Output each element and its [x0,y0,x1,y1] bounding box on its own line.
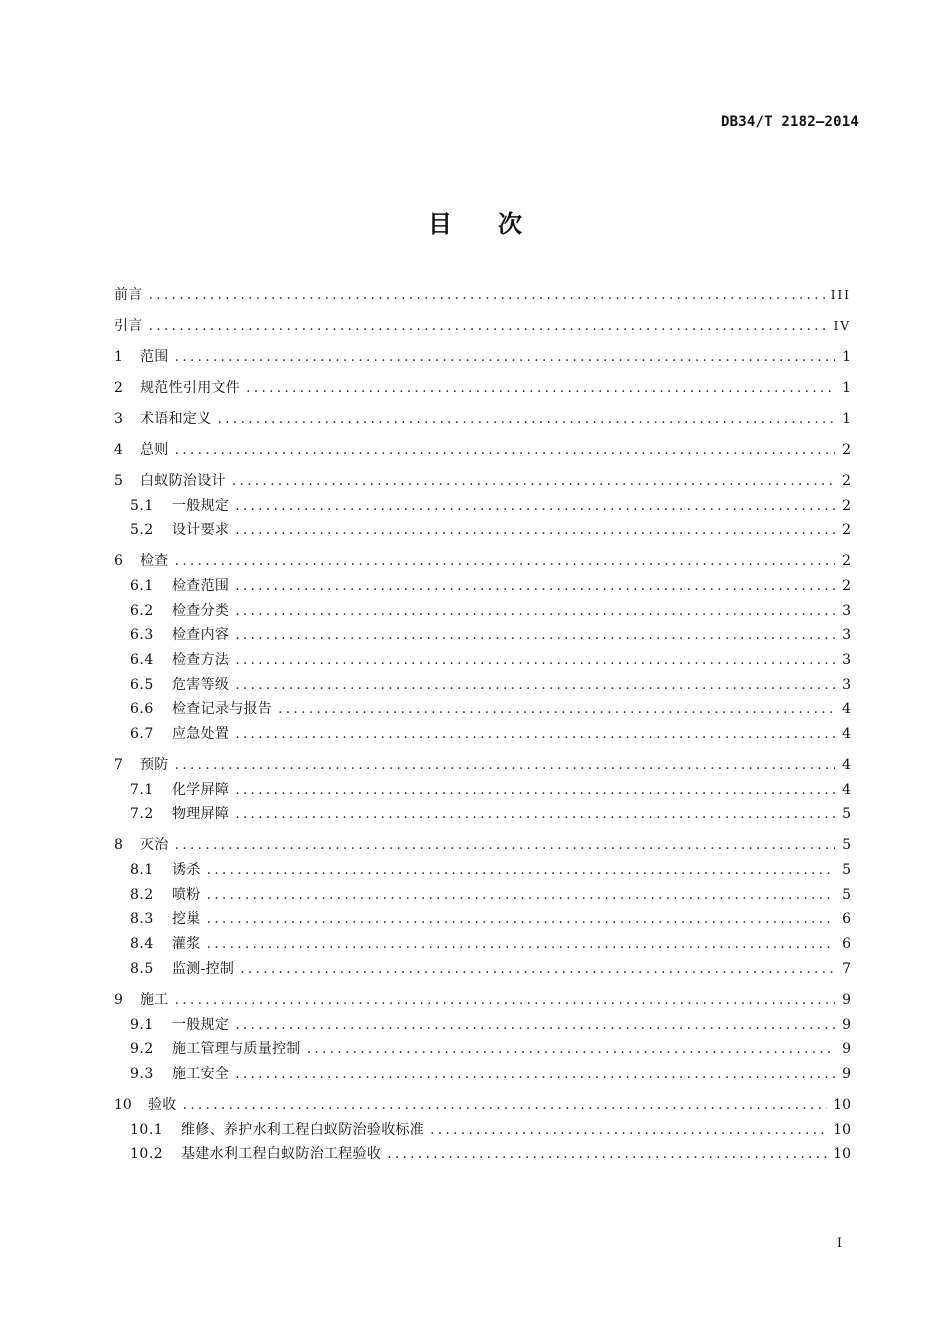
toc-entry[interactable] [114,346,851,371]
toc-entry-page: 3 [842,652,851,669]
toc-entry-page: 9 [842,1016,851,1033]
toc-leader-dots [235,498,835,514]
toc-leader-dots [149,318,828,334]
toc-entry-number: 6.5 [130,676,154,693]
toc-leader-dots [235,726,835,742]
toc-entry-label: 规范性引用文件 [140,379,241,396]
toc-entry-label: 施工安全 [172,1065,230,1082]
toc-entry-label: 总则 [140,441,169,458]
toc-leader-dots [175,837,835,853]
toc-entry-page: 2 [842,497,851,514]
toc-entry-number: 10.2 [130,1146,164,1163]
toc-entry[interactable] [114,754,851,779]
toc-entry-number: 8 [114,837,123,854]
toc-leader-dots [235,652,835,668]
toc-leader-dots [235,782,835,798]
toc-entry-label: 范围 [140,348,169,365]
toc-entry-label: 施工 [140,991,169,1008]
toc-entry-number: 8.3 [130,911,154,928]
toc-entry[interactable] [114,624,851,649]
toc-entry[interactable] [114,470,851,495]
toc-entry-number: 6.1 [130,577,154,594]
toc-entry[interactable] [114,1014,851,1039]
toc-entry-page: 2 [842,577,851,594]
toc-entry-page: 5 [842,862,851,879]
toc-leader-dots [235,603,835,619]
toc-entry-number: 6.3 [130,627,154,644]
toc-entry-page: 4 [842,701,851,718]
toc-entry[interactable] [114,439,851,464]
toc-entry[interactable] [114,284,851,309]
toc-entry-number: 3 [114,410,123,427]
toc-entry-page: 1 [842,348,851,365]
toc-entry-page: 6 [842,936,851,953]
toc-leader-dots [207,911,835,927]
toc-leader-dots [387,1146,827,1162]
toc-leader-dots [235,627,835,643]
toc-leader-dots [183,1097,828,1113]
toc-leader-dots [240,961,835,977]
toc-entry-page: 5 [842,806,851,823]
toc-entry-page: 4 [842,726,851,743]
toc-entry[interactable] [114,495,851,520]
toc-entry-number: 7 [114,757,123,774]
toc-entry-number: 5.1 [130,497,154,514]
toc-entry-page: 2 [842,522,851,539]
toc-entry-label: 危害等级 [172,676,230,693]
toc-entry-number: 10 [114,1096,132,1113]
toc-entry[interactable] [114,575,851,600]
toc-leader-dots [207,862,835,878]
toc-entry-number: 9 [114,991,123,1008]
toc-entry[interactable] [114,519,851,544]
toc-entry-number: 8.1 [130,862,154,879]
toc-entry-number: 10.1 [130,1121,164,1138]
toc-entry-label: 设计要求 [172,522,230,539]
toc-leader-dots [149,287,825,303]
toc-entry-page: 9 [842,1065,851,1082]
toc-entry[interactable] [114,1038,851,1063]
toc-entry-number: 6.6 [130,701,154,718]
toc-entry[interactable] [114,859,851,884]
toc-entry[interactable] [114,377,851,402]
toc-entry-label: 诱杀 [172,862,201,879]
page-title: 目次 [428,210,568,238]
toc-entry[interactable] [114,1143,851,1168]
document-code: DB34/T 2182—2014 [720,114,859,130]
toc-leader-dots [175,757,835,773]
toc-entry[interactable] [114,803,851,828]
toc-entry-number: 6.7 [130,726,154,743]
toc-entry-label: 引言 [114,317,143,334]
toc-entry-number: 5.2 [130,522,154,539]
toc-entry-page: IV [833,318,851,333]
table-of-contents [114,284,851,1168]
toc-leader-dots [218,411,836,427]
toc-entry-label: 一般规定 [172,497,230,514]
toc-leader-dots [207,936,835,952]
toc-entry-number: 7.1 [130,781,154,798]
toc-entry-page: 5 [842,886,851,903]
toc-entry-label: 验收 [148,1096,177,1113]
toc-leader-dots [235,578,835,594]
page-number: I [836,1236,842,1251]
toc-leader-dots [235,677,835,693]
toc-leader-dots [232,473,835,489]
toc-entry[interactable] [114,884,851,909]
toc-entry[interactable] [114,908,851,933]
toc-entry-label: 检查 [140,553,169,570]
toc-entry[interactable] [114,723,851,748]
toc-entry-page: 10 [833,1096,851,1113]
toc-entry[interactable] [114,408,851,433]
toc-entry-label: 术语和定义 [140,410,212,427]
toc-entry-page: 9 [842,1041,851,1058]
toc-entry-label: 监测-控制 [172,960,235,977]
toc-entry-page: 4 [842,781,851,798]
toc-entry-label: 喷粉 [172,886,201,903]
toc-entry[interactable] [114,315,851,340]
toc-leader-dots [235,1066,835,1082]
toc-entry-number: 1 [114,348,123,365]
toc-entry[interactable] [114,779,851,804]
toc-entry-page: 3 [842,627,851,644]
toc-leader-dots [278,701,835,717]
toc-entry-number: 4 [114,441,123,458]
toc-leader-dots [235,806,835,822]
toc-leader-dots [175,992,835,1008]
toc-entry-page: 1 [842,410,851,427]
toc-entry-page: 7 [842,960,851,977]
toc-leader-dots [175,553,835,569]
toc-entry-label: 灌浆 [172,936,201,953]
toc-entry-page: 2 [842,472,851,489]
toc-entry-number: 6.4 [130,652,154,669]
toc-entry-page: 4 [842,757,851,774]
toc-entry-label: 物理屏障 [172,806,230,823]
toc-entry-label: 施工管理与质量控制 [172,1041,301,1058]
toc-entry[interactable] [114,698,851,723]
toc-entry[interactable] [114,649,851,674]
toc-entry[interactable] [114,1063,851,1088]
toc-entry-number: 6.2 [130,602,154,619]
toc-entry-label: 应急处置 [172,726,230,743]
toc-entry-label: 检查内容 [172,627,230,644]
toc-entry[interactable] [114,958,851,983]
toc-leader-dots [207,887,835,903]
toc-leader-dots [307,1041,835,1057]
toc-entry[interactable] [114,674,851,699]
toc-entry[interactable] [114,834,851,859]
toc-entry-number: 9.3 [130,1065,154,1082]
toc-entry-label: 检查范围 [172,577,230,594]
toc-leader-dots [235,1017,835,1033]
toc-entry[interactable] [114,1119,851,1144]
toc-entry[interactable] [114,933,851,958]
toc-leader-dots [246,380,835,396]
toc-entry-label: 检查记录与报告 [172,701,273,718]
toc-entry-number: 9.2 [130,1041,154,1058]
toc-entry-label: 前言 [114,287,143,303]
toc-entry-label: 化学屏障 [172,781,230,798]
toc-leader-dots [430,1122,827,1138]
toc-entry-label: 基建水利工程白蚁防治工程验收 [181,1146,382,1163]
toc-entry-page: 2 [842,441,851,458]
toc-entry-label: 灭治 [140,837,169,854]
toc-entry-label: 一般规定 [172,1016,230,1033]
toc-entry[interactable] [114,550,851,575]
toc-entry-page: 2 [842,553,851,570]
toc-entry-page: 1 [842,379,851,396]
toc-entry-number: 5 [114,472,123,489]
toc-entry-label: 检查分类 [172,602,230,619]
toc-entry-number: 8.5 [130,960,154,977]
toc-entry-page: 6 [842,911,851,928]
toc-leader-dots [175,349,835,365]
toc-entry-number: 2 [114,379,123,396]
toc-entry-number: 6 [114,553,123,570]
toc-entry-number: 8.4 [130,936,154,953]
toc-entry-label: 维修、养护水利工程白蚁防治验收标准 [181,1121,425,1138]
toc-entry-page: 3 [842,676,851,693]
toc-entry-page: 9 [842,991,851,1008]
toc-entry[interactable] [114,989,851,1014]
toc-entry-label: 检查方法 [172,652,230,669]
toc-leader-dots [175,442,835,458]
toc-entry-number: 8.2 [130,886,154,903]
toc-entry[interactable] [114,600,851,625]
toc-entry-label: 预防 [140,757,169,774]
toc-entry-page: 3 [842,602,851,619]
toc-entry-page: 10 [833,1146,851,1163]
toc-entry-page: 5 [842,837,851,854]
toc-entry[interactable] [114,1094,851,1119]
toc-entry-number: 9.1 [130,1016,154,1033]
toc-entry-label: 白蚁防治设计 [140,472,226,489]
toc-entry-number: 7.2 [130,806,154,823]
toc-entry-label: 挖巢 [172,911,201,928]
toc-entry-page: III [830,288,851,302]
toc-entry-page: 10 [833,1121,851,1138]
toc-leader-dots [235,522,835,538]
